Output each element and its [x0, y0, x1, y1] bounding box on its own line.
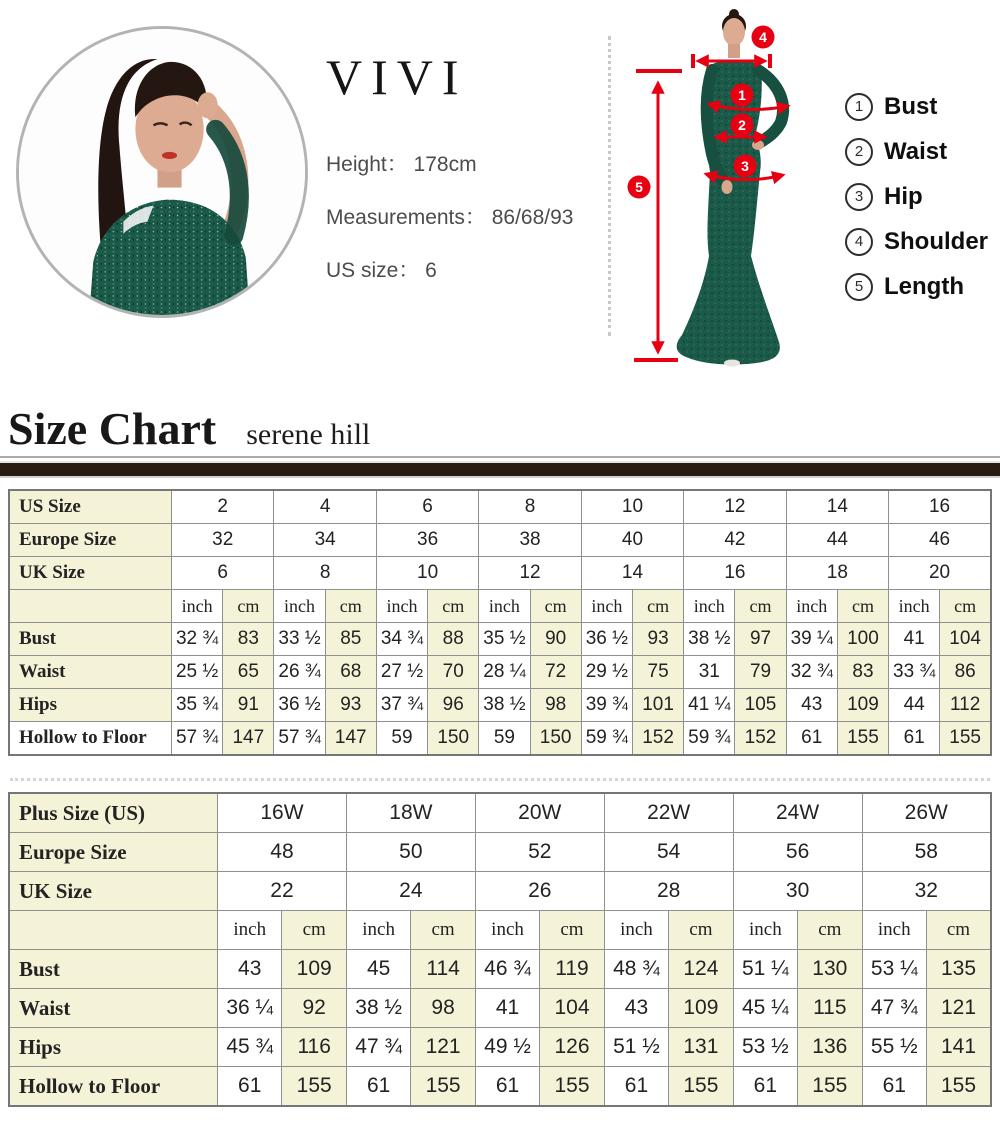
inch-value-cell: 38 ½ [346, 989, 410, 1028]
cm-value-cell: 93 [632, 623, 683, 656]
unit-inch-cell: inch [218, 911, 282, 950]
marker-bust [731, 84, 754, 107]
inch-value-cell: 33 ¾ [889, 656, 940, 689]
cm-value-cell: 130 [798, 950, 862, 989]
inch-value-cell: 41 ¼ [684, 689, 735, 722]
dotted-divider [608, 36, 611, 336]
svg-text:2: 2 [738, 117, 746, 133]
measure-row [9, 1028, 991, 1067]
cm-value-cell: 155 [282, 1067, 346, 1107]
unit-inch-cell: inch [475, 911, 539, 950]
inch-value-cell: 59 ¾ [684, 722, 735, 756]
size-value-cell: 42 [684, 524, 786, 557]
measure-row [9, 689, 991, 722]
row-label: UK Size [9, 872, 218, 911]
inch-value-cell: 45 ¼ [733, 989, 797, 1028]
size-value-cell: 32 [172, 524, 274, 557]
inch-value-cell: 45 ¾ [218, 1028, 282, 1067]
cm-value-cell: 152 [735, 722, 786, 756]
cm-value-cell: 155 [669, 1067, 733, 1107]
inch-value-cell: 31 [684, 656, 735, 689]
size-row [9, 524, 991, 557]
plus-size-table [8, 792, 992, 1107]
cm-value-cell: 124 [669, 950, 733, 989]
inch-value-cell: 53 ¼ [862, 950, 926, 989]
heading-bar [0, 461, 1000, 478]
cm-value-cell: 91 [223, 689, 274, 722]
cm-value-cell: 104 [940, 623, 991, 656]
size-value-cell: 16 [889, 490, 991, 524]
inch-value-cell: 36 ½ [581, 623, 632, 656]
size-value-cell: 24 [346, 872, 475, 911]
model-photo-illustration [19, 29, 305, 315]
cm-value-cell: 155 [837, 722, 888, 756]
unit-cm-cell: cm [530, 590, 581, 623]
model-info [326, 148, 573, 307]
cm-value-cell: 83 [223, 623, 274, 656]
row-label: Bust [9, 950, 218, 989]
marker-shoulder [752, 26, 775, 49]
measure-row [9, 1067, 991, 1107]
brand-name: VIVI [326, 49, 468, 105]
cm-value-cell: 85 [325, 623, 376, 656]
inch-value-cell: 61 [889, 722, 940, 756]
size-value-cell: 6 [376, 490, 478, 524]
cm-value-cell: 121 [926, 989, 991, 1028]
size-chart-subtitle: serene hill [246, 418, 371, 451]
cm-value-cell: 155 [926, 1067, 991, 1107]
unit-cm-cell: cm [282, 911, 346, 950]
inch-value-cell: 61 [862, 1067, 926, 1107]
dress-measurement-diagram [612, 4, 847, 382]
unit-inch-cell: inch [889, 590, 940, 623]
size-row [9, 490, 991, 524]
unit-inch-cell: inch [376, 590, 427, 623]
inch-value-cell: 59 [479, 722, 530, 756]
inch-value-cell: 61 [604, 1067, 668, 1107]
unit-inch-cell: inch [479, 590, 530, 623]
circled-number-icon: 4 [845, 228, 873, 256]
size-value-cell: 22W [604, 793, 733, 833]
circled-number-icon: 2 [845, 138, 873, 166]
inch-value-cell: 59 [376, 722, 427, 756]
legend-item-hip: 3 Hip [845, 174, 988, 219]
inch-value-cell: 32 ¾ [786, 656, 837, 689]
inch-value-cell: 25 ½ [172, 656, 223, 689]
cm-value-cell: 109 [837, 689, 888, 722]
inch-value-cell: 43 [218, 950, 282, 989]
svg-text:1: 1 [738, 87, 746, 103]
size-value-cell: 24W [733, 793, 862, 833]
marker-hip [734, 155, 757, 178]
cm-value-cell: 114 [411, 950, 475, 989]
size-value-cell: 38 [479, 524, 581, 557]
unit-cm-cell: cm [926, 911, 991, 950]
size-value-cell: 46 [889, 524, 991, 557]
inch-value-cell: 29 ½ [581, 656, 632, 689]
size-chart-heading [0, 402, 1000, 454]
cm-value-cell: 147 [325, 722, 376, 756]
measure-row [9, 989, 991, 1028]
size-value-cell: 14 [786, 490, 888, 524]
inch-value-cell: 39 ¼ [786, 623, 837, 656]
size-value-cell: 26W [862, 793, 991, 833]
row-label: Hips [9, 1028, 218, 1067]
cm-value-cell: 104 [540, 989, 604, 1028]
standard-size-table [8, 489, 992, 756]
marker-waist [731, 114, 754, 137]
heading-rule [0, 456, 1000, 458]
size-value-cell: 20 [889, 557, 991, 590]
cm-value-cell: 75 [632, 656, 683, 689]
measure-row [9, 950, 991, 989]
size-tables [0, 489, 1000, 1107]
unit-row [9, 911, 991, 950]
cm-value-cell: 100 [837, 623, 888, 656]
cm-value-cell: 92 [282, 989, 346, 1028]
inch-value-cell: 61 [733, 1067, 797, 1107]
unit-cm-cell: cm [325, 590, 376, 623]
svg-text:4: 4 [759, 29, 767, 45]
size-value-cell: 10 [581, 490, 683, 524]
inch-value-cell: 57 ¾ [172, 722, 223, 756]
cm-value-cell: 112 [940, 689, 991, 722]
size-value-cell: 22 [218, 872, 347, 911]
inch-value-cell: 39 ¾ [581, 689, 632, 722]
cm-value-cell: 79 [735, 656, 786, 689]
product-header [0, 0, 1000, 396]
unit-cm-cell: cm [632, 590, 683, 623]
cm-value-cell: 155 [540, 1067, 604, 1107]
unit-inch-cell: inch [786, 590, 837, 623]
size-row [9, 833, 991, 872]
model-height: Height： 178cm [326, 153, 477, 176]
inch-value-cell: 27 ½ [376, 656, 427, 689]
unit-cm-cell: cm [411, 911, 475, 950]
measurement-legend [845, 84, 988, 309]
inch-value-cell: 41 [889, 623, 940, 656]
cm-value-cell: 98 [530, 689, 581, 722]
unit-cm-cell: cm [223, 590, 274, 623]
row-label: Waist [9, 656, 172, 689]
row-label: Hollow to Floor [9, 722, 172, 756]
row-label: Hollow to Floor [9, 1067, 218, 1107]
inch-value-cell: 43 [786, 689, 837, 722]
inch-value-cell: 51 ½ [604, 1028, 668, 1067]
size-value-cell: 8 [274, 557, 376, 590]
size-row [9, 872, 991, 911]
size-row [9, 557, 991, 590]
cm-value-cell: 135 [926, 950, 991, 989]
size-value-cell: 44 [786, 524, 888, 557]
inch-value-cell: 61 [475, 1067, 539, 1107]
unit-inch-cell: inch [604, 911, 668, 950]
size-value-cell: 58 [862, 833, 991, 872]
size-chart-title: Size Chart [8, 403, 217, 454]
inch-value-cell: 43 [604, 989, 668, 1028]
cm-value-cell: 131 [669, 1028, 733, 1067]
inch-value-cell: 55 ½ [862, 1028, 926, 1067]
row-label: Bust [9, 623, 172, 656]
cm-value-cell: 150 [530, 722, 581, 756]
cm-value-cell: 98 [411, 989, 475, 1028]
unit-inch-cell: inch [274, 590, 325, 623]
unit-cm-cell: cm [837, 590, 888, 623]
inch-value-cell: 28 ¼ [479, 656, 530, 689]
inch-value-cell: 47 ¾ [346, 1028, 410, 1067]
unit-cm-cell: cm [798, 911, 862, 950]
row-label: Waist [9, 989, 218, 1028]
inch-value-cell: 26 ¾ [274, 656, 325, 689]
inch-value-cell: 51 ¼ [733, 950, 797, 989]
inch-value-cell: 61 [786, 722, 837, 756]
cm-value-cell: 97 [735, 623, 786, 656]
cm-value-cell: 155 [798, 1067, 862, 1107]
legend-item-shoulder: 4 Shoulder [845, 219, 988, 264]
measure-row [9, 623, 991, 656]
cm-value-cell: 83 [837, 656, 888, 689]
size-value-cell: 2 [172, 490, 274, 524]
size-value-cell: 6 [172, 557, 274, 590]
cm-value-cell: 126 [540, 1028, 604, 1067]
unit-inch-cell: inch [346, 911, 410, 950]
svg-text:3: 3 [741, 158, 749, 174]
inch-value-cell: 59 ¾ [581, 722, 632, 756]
size-value-cell: 32 [862, 872, 991, 911]
marker-length [628, 176, 651, 199]
inch-value-cell: 41 [475, 989, 539, 1028]
size-value-cell: 14 [581, 557, 683, 590]
size-value-cell: 12 [684, 490, 786, 524]
svg-text:5: 5 [635, 179, 643, 195]
inch-value-cell: 38 ½ [684, 623, 735, 656]
size-value-cell: 48 [218, 833, 347, 872]
cm-value-cell: 147 [223, 722, 274, 756]
size-value-cell: 12 [479, 557, 581, 590]
row-label-empty [9, 911, 218, 950]
cm-value-cell: 136 [798, 1028, 862, 1067]
unit-inch-cell: inch [862, 911, 926, 950]
unit-inch-cell: inch [172, 590, 223, 623]
cm-value-cell: 150 [428, 722, 479, 756]
inch-value-cell: 36 ¼ [218, 989, 282, 1028]
tables-divider [10, 778, 990, 781]
cm-value-cell: 88 [428, 623, 479, 656]
circled-number-icon: 5 [845, 273, 873, 301]
inch-value-cell: 49 ½ [475, 1028, 539, 1067]
cm-value-cell: 72 [530, 656, 581, 689]
cm-value-cell: 96 [428, 689, 479, 722]
inch-value-cell: 57 ¾ [274, 722, 325, 756]
size-value-cell: 54 [604, 833, 733, 872]
model-us-size: US size： 6 [326, 259, 437, 282]
unit-cm-cell: cm [940, 590, 991, 623]
legend-item-waist: 2 Waist [845, 129, 988, 174]
size-value-cell: 20W [475, 793, 604, 833]
inch-value-cell: 47 ¾ [862, 989, 926, 1028]
size-value-cell: 26 [475, 872, 604, 911]
unit-cm-cell: cm [540, 911, 604, 950]
size-value-cell: 36 [376, 524, 478, 557]
cm-value-cell: 86 [940, 656, 991, 689]
cm-value-cell: 101 [632, 689, 683, 722]
cm-value-cell: 116 [282, 1028, 346, 1067]
cm-value-cell: 68 [325, 656, 376, 689]
model-measurements: Measurements： 86/68/93 [326, 206, 574, 229]
inch-value-cell: 38 ½ [479, 689, 530, 722]
size-value-cell: 30 [733, 872, 862, 911]
row-label: Hips [9, 689, 172, 722]
size-value-cell: 10 [376, 557, 478, 590]
unit-row [9, 590, 991, 623]
row-label: US Size [9, 490, 172, 524]
size-value-cell: 16 [684, 557, 786, 590]
legend-item-bust: 1 Bust [845, 84, 988, 129]
measure-row [9, 722, 991, 756]
row-label: Europe Size [9, 524, 172, 557]
cm-value-cell: 141 [926, 1028, 991, 1067]
size-value-cell: 40 [581, 524, 683, 557]
inch-value-cell: 46 ¾ [475, 950, 539, 989]
inch-value-cell: 44 [889, 689, 940, 722]
size-value-cell: 28 [604, 872, 733, 911]
cm-value-cell: 93 [325, 689, 376, 722]
cm-value-cell: 155 [411, 1067, 475, 1107]
size-value-cell: 16W [218, 793, 347, 833]
inch-value-cell: 34 ¾ [376, 623, 427, 656]
measure-row [9, 656, 991, 689]
cm-value-cell: 70 [428, 656, 479, 689]
legend-item-length: 5 Length [845, 264, 988, 309]
inch-value-cell: 61 [346, 1067, 410, 1107]
unit-cm-cell: cm [735, 590, 786, 623]
unit-inch-cell: inch [733, 911, 797, 950]
size-value-cell: 34 [274, 524, 376, 557]
unit-cm-cell: cm [669, 911, 733, 950]
model-photo [16, 26, 308, 318]
cm-value-cell: 115 [798, 989, 862, 1028]
circled-number-icon: 3 [845, 183, 873, 211]
cm-value-cell: 105 [735, 689, 786, 722]
inch-value-cell: 35 ½ [479, 623, 530, 656]
cm-value-cell: 121 [411, 1028, 475, 1067]
row-label-empty [9, 590, 172, 623]
cm-value-cell: 90 [530, 623, 581, 656]
cm-value-cell: 119 [540, 950, 604, 989]
row-label: Europe Size [9, 833, 218, 872]
unit-inch-cell: inch [581, 590, 632, 623]
size-value-cell: 8 [479, 490, 581, 524]
cm-value-cell: 109 [669, 989, 733, 1028]
cm-value-cell: 109 [282, 950, 346, 989]
size-value-cell: 4 [274, 490, 376, 524]
inch-value-cell: 32 ¾ [172, 623, 223, 656]
row-label: Plus Size (US) [9, 793, 218, 833]
unit-inch-cell: inch [684, 590, 735, 623]
size-value-cell: 50 [346, 833, 475, 872]
inch-value-cell: 53 ½ [733, 1028, 797, 1067]
cm-value-cell: 155 [940, 722, 991, 756]
size-value-cell: 18W [346, 793, 475, 833]
size-row [9, 793, 991, 833]
unit-cm-cell: cm [428, 590, 479, 623]
size-value-cell: 18 [786, 557, 888, 590]
size-value-cell: 52 [475, 833, 604, 872]
cm-value-cell: 65 [223, 656, 274, 689]
inch-value-cell: 33 ½ [274, 623, 325, 656]
inch-value-cell: 48 ¾ [604, 950, 668, 989]
inch-value-cell: 61 [218, 1067, 282, 1107]
inch-value-cell: 35 ¾ [172, 689, 223, 722]
size-value-cell: 56 [733, 833, 862, 872]
inch-value-cell: 36 ½ [274, 689, 325, 722]
row-label: UK Size [9, 557, 172, 590]
cm-value-cell: 152 [632, 722, 683, 756]
inch-value-cell: 45 [346, 950, 410, 989]
inch-value-cell: 37 ¾ [376, 689, 427, 722]
circled-number-icon: 1 [845, 93, 873, 121]
